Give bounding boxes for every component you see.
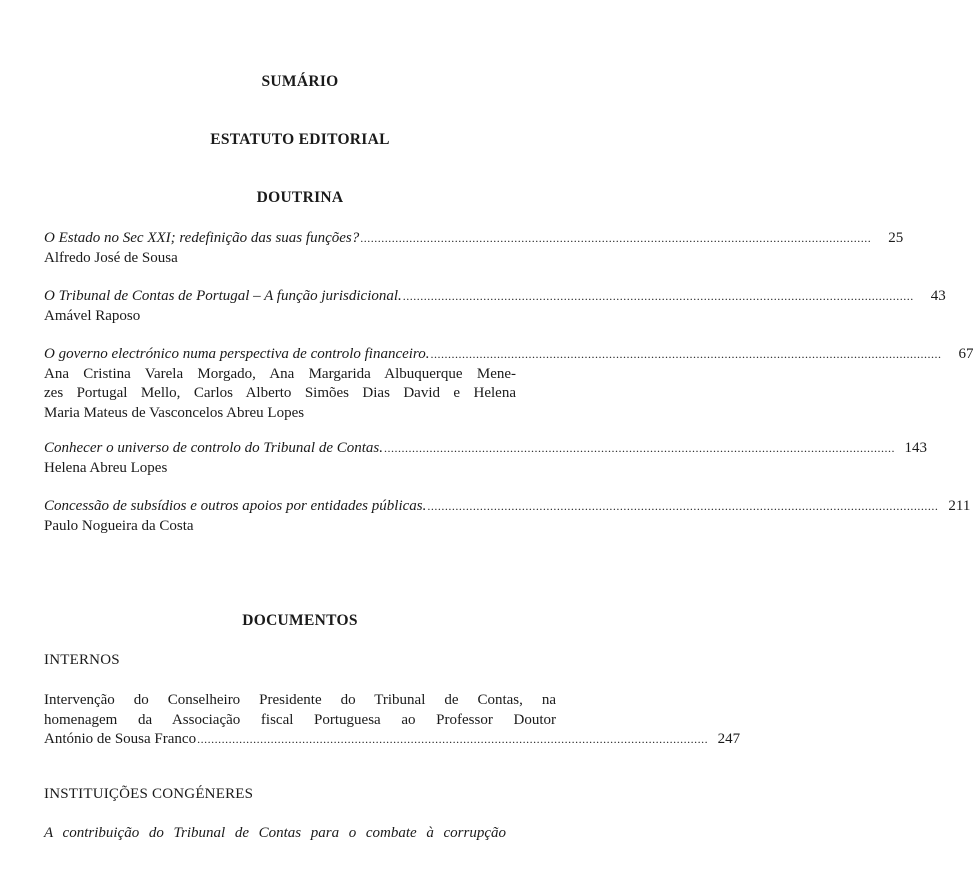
heading-estatuto-editorial: ESTATUTO EDITORIAL	[210, 131, 390, 148]
toc-entry-page: 247	[717, 731, 741, 747]
toc-entry-title: O Estado no Sec XXI; redefinição das suas funções?	[44, 230, 360, 246]
toc-entry-page: 67	[958, 346, 973, 362]
toc-entry-page: 211	[948, 498, 971, 514]
toc-entry-congeneres	[44, 824, 556, 844]
toc-entry	[44, 287, 946, 326]
dot-leader: ..................................................................................................................................................	[360, 231, 872, 245]
dot-leader: ..................................................................................................................................................	[384, 441, 896, 455]
dot-leader: ..................................................................................................................................................	[427, 499, 939, 513]
toc-entry-page: 43	[930, 288, 946, 304]
toc-entry-author: zes Portugal Mello, Carlos Alberto Simões Dias David e Helena	[44, 385, 516, 401]
toc-entry-author: Amável Raposo	[44, 307, 141, 324]
toc-entry-title: Concessão de subsídios e outros apoios por entidades públicas.	[44, 498, 427, 514]
toc-entry	[44, 439, 928, 478]
toc-entry-page: 25	[888, 230, 904, 246]
toc-entry-page: 143	[904, 440, 928, 456]
heading-documentos: DOCUMENTOS	[242, 612, 358, 629]
toc-entry-author: Paulo Nogueira da Costa	[44, 517, 194, 534]
toc-entry	[44, 345, 973, 423]
heading-sumario: SUMÁRIO	[261, 73, 339, 90]
toc-entry-author: Helena Abreu Lopes	[44, 459, 168, 476]
toc-entry-title-line: Intervenção do Conselheiro Presidente do Tribunal de Contas, na	[44, 692, 556, 708]
dot-leader: ..................................................................................................................................................	[430, 347, 942, 361]
heading-doutrina: DOUTRINA	[256, 189, 344, 206]
toc-entry-title-line: homenagem da Associação fiscal Portuguesa ao Professor Doutor	[44, 711, 556, 728]
toc-entry	[44, 497, 971, 536]
toc-entry-title-line: António de Sousa Franco	[44, 731, 197, 747]
toc-entry-internos	[44, 691, 741, 750]
toc-entry-author: Alfredo José de Sousa	[44, 249, 178, 266]
toc-entry	[44, 229, 904, 268]
section-instituicoes-congeneres: INSTITUIÇÕES CONGÉNERES	[44, 786, 254, 802]
toc-entry-title: O Tribunal de Contas de Portugal – A função jurisdicional.	[44, 288, 402, 304]
toc-entry-title: O governo electrónico numa perspectiva de controlo financeiro.	[44, 346, 430, 362]
toc-entry-title: Conhecer o universo de controlo do Tribunal de Contas.	[44, 440, 384, 456]
toc-entry-author: Maria Mateus de Vasconcelos Abreu Lopes	[44, 404, 305, 421]
section-internos: INTERNOS	[44, 652, 120, 668]
dot-leader: ..................................................................................................................................................	[402, 289, 914, 303]
toc-entry-title-line: A contribuição do Tribunal de Contas para o combate à corrupção	[44, 825, 506, 841]
toc-entry-author: Ana Cristina Varela Morgado, Ana Margarida Albuquerque Mene-	[44, 365, 516, 382]
dot-leader: ..................................................................................................................................................	[197, 732, 709, 746]
